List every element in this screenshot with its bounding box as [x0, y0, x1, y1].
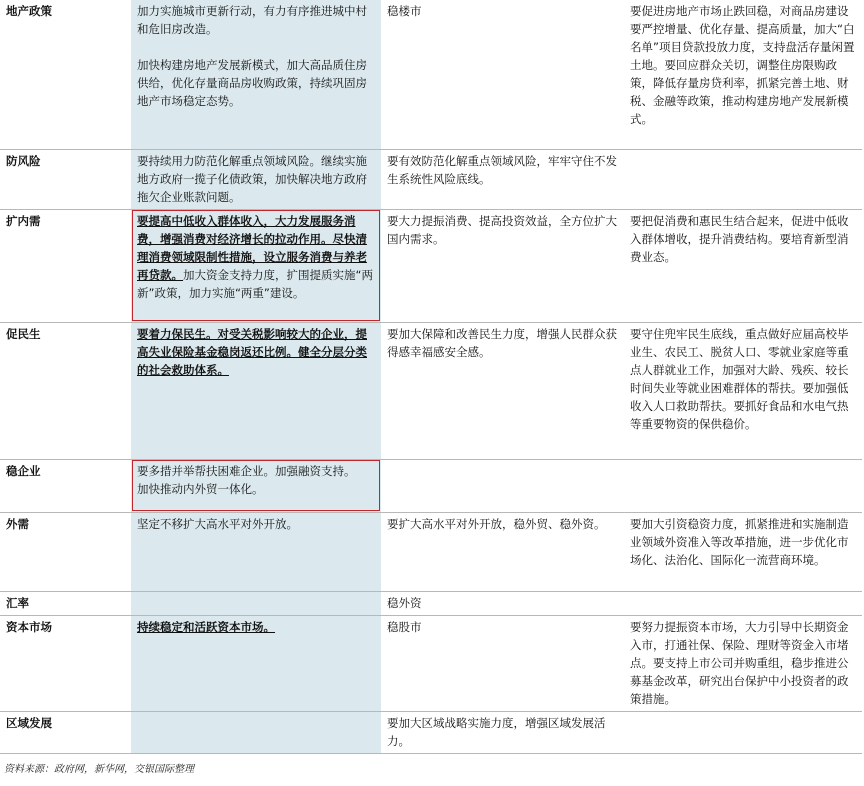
row-category: 稳企业 [0, 459, 131, 512]
table-row [0, 0, 862, 149]
emphasized-text: 要着力保民生。对受关税影响较大的企业，提高失业保险基金稳岗返还比例。健全分层分类的社会救助体系。 [137, 326, 367, 377]
earlier-statement-cell: 要促进房地产市场止跌回稳，对商品房建设要严控增量、优化存量、提高质量，加大“白名单”项目贷款投放力度，支持盘活存量闲置土地。要回应群众关切，调整住房限购政策，降低存量房贷利率，抓紧完善土地、财税、金融等政策，推动构建房地产发展新模式。 [624, 0, 862, 149]
statement-text: 加力实施城市更新行动，有力有序推进城中村和危旧房改造。 [137, 4, 367, 36]
statement-text: 要持续用力防范化解重点领域风险。继续实施地方政府一揽子化债政策，加快解决地方政府拖欠企业账款问题。 [137, 153, 367, 204]
paragraph-gap [137, 38, 376, 56]
earlier-statement-cell: 要守住兜牢民生底线，重点做好应届高校毕业生、农民工、脱贫人口、零就业家庭等重点人群就业工作，加强对大龄、残疾、较长时间失业等就业困难群体的帮扶。要加强低收入人口救助帮扶。要抓好食品和水电气热等重要物资的保供稳价。 [624, 322, 862, 459]
table-row [0, 322, 862, 459]
meeting-statement-cell [131, 149, 381, 209]
earlier-statement-cell: 要加大引资稳资力度，抓紧推进和实施制造业领域外资准入等改革措施，进一步优化市场化、法治化、国际化一流营商环境。 [624, 512, 862, 591]
prior-statement-cell: 稳股市 [381, 615, 624, 711]
statement-text: 加快推动内外贸一体化。 [137, 481, 264, 496]
prior-statement-cell: 要扩大高水平对外开放，稳外贸、稳外资。 [381, 512, 624, 591]
table-row [0, 209, 862, 322]
table-row [0, 149, 862, 209]
meeting-statement-cell [131, 322, 381, 459]
earlier-statement-cell [624, 149, 862, 209]
statement-text: 加快构建房地产发展新模式，加大高品质住房供给，优化存量商品房收购政策，持续巩固房地产市场稳定态势。 [137, 58, 367, 108]
prior-statement-cell: 稳楼市 [381, 0, 624, 149]
earlier-statement-cell: 要把促消费和惠民生结合起来，促进中低收入群体增收，提升消费结构。要培育新型消费业态。 [624, 209, 862, 322]
meeting-statement-cell [131, 615, 381, 711]
statement-text: 要多措并举帮扶困难企业。加强融资支持。 [137, 463, 356, 478]
row-category: 外需 [0, 512, 131, 591]
statement-text: 坚定不移扩大高水平对外开放。 [137, 516, 298, 531]
row-category: 扩内需 [0, 209, 131, 322]
emphasized-text: 要提高中低收入群体收入，大力发展服务消费，增强消费对经济增长的拉动作用。尽快清理消费领域限制性措施，设立服务消费与养老再贷款。 [137, 213, 367, 282]
row-category: 促民生 [0, 322, 131, 459]
meeting-statement-cell [131, 209, 381, 322]
table-row [0, 459, 862, 512]
meeting-statement-cell [131, 591, 381, 615]
earlier-statement-cell [624, 459, 862, 512]
table-row [0, 591, 862, 615]
prior-statement-cell: 稳外资 [381, 591, 624, 615]
source-note: 资料来源：政府网，新华网，交银国际整理 [4, 764, 194, 775]
meeting-statement-cell [131, 459, 381, 512]
row-category: 区域发展 [0, 711, 131, 753]
row-category: 防风险 [0, 149, 131, 209]
earlier-statement-cell [624, 591, 862, 615]
meeting-statement-cell [131, 0, 381, 149]
prior-statement-cell: 要大力提振消费、提高投资效益，全方位扩大国内需求。 [381, 209, 624, 322]
table-row [0, 615, 862, 711]
meeting-statement-cell [131, 512, 381, 591]
prior-statement-cell: 要加大保障和改善民生力度，增强人民群众获得感幸福感安全感。 [381, 322, 624, 459]
emphasized-text: 持续稳定和活跃资本市场。 [137, 619, 275, 634]
earlier-statement-cell: 要努力提振资本市场，大力引导中长期资金入市，打通社保、保险、理财等资金入市堵点。要支持上市公司并购重组，稳步推进公募基金改革，研究出台保护中小投资者的政策措施。 [624, 615, 862, 711]
meeting-statement-cell [131, 711, 381, 753]
earlier-statement-cell [624, 711, 862, 753]
prior-statement-cell: 要加大区域战略实施力度，增强区域发展活力。 [381, 711, 624, 753]
prior-statement-cell: 要有效防范化解重点领域风险，牢牢守住不发生系统性风险底线。 [381, 149, 624, 209]
table-row [0, 512, 862, 591]
row-category: 资本市场 [0, 615, 131, 711]
statement-text: 加大资金支持力度，扩围提质实施“两新”政策，加力实施“两重”建设。 [137, 267, 373, 300]
row-category: 汇率 [0, 591, 131, 615]
prior-statement-cell [381, 459, 624, 512]
row-category: 地产政策 [0, 0, 131, 149]
table-row [0, 711, 862, 753]
